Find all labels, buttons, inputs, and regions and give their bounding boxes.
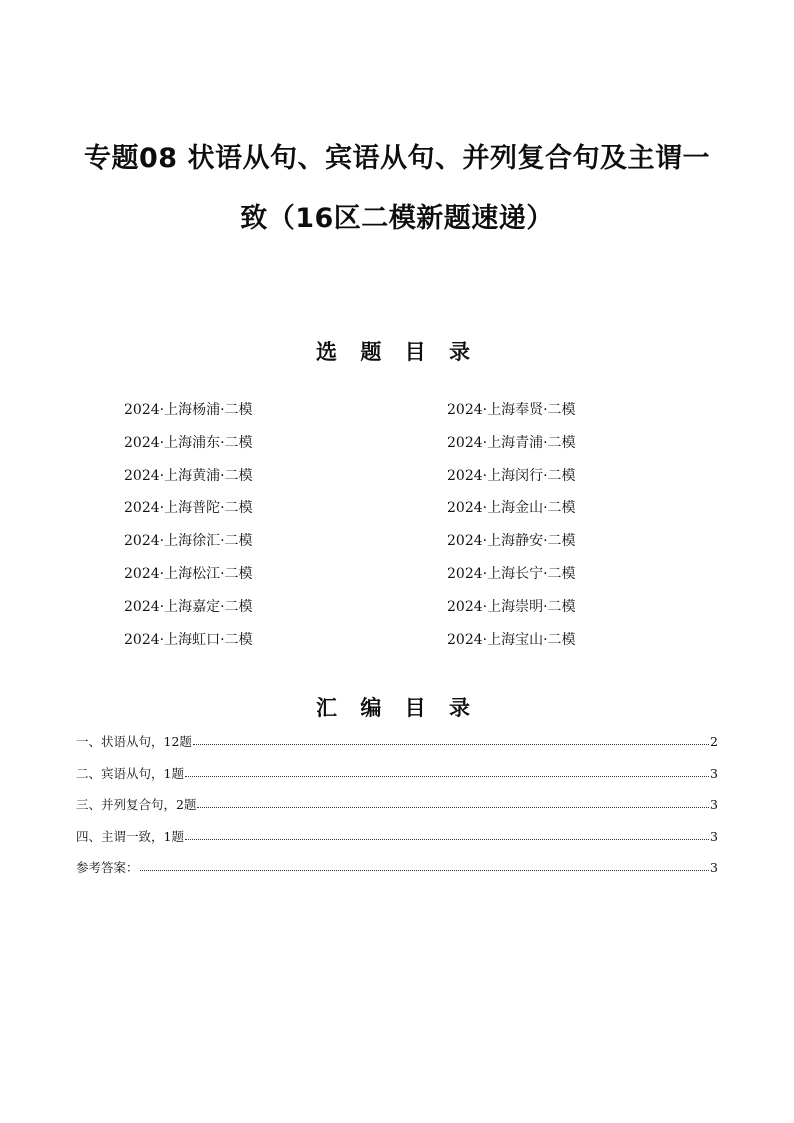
toc-entry-label: 四、主谓一致，1题 <box>76 828 184 844</box>
toc-page-number: 3 <box>710 860 718 875</box>
table-of-contents <box>76 731 718 889</box>
region-item[interactable]: 2024·上海浦东·二模 <box>124 434 253 451</box>
toc-page-number: 3 <box>710 765 718 781</box>
toc-entry[interactable] <box>76 731 718 763</box>
region-column-right <box>447 398 576 660</box>
toc-entry-label: 一、状语从句，12题 <box>76 734 192 749</box>
toc-entry[interactable] <box>76 826 718 858</box>
toc-page-number: 3 <box>710 797 718 812</box>
toc-entry-label: 三、并列复合句，2题 <box>76 797 197 812</box>
region-item[interactable]: 2024·上海长宁·二模 <box>447 565 576 582</box>
region-item[interactable]: 2024·上海宝山·二模 <box>447 631 576 648</box>
toc-entry[interactable] <box>76 763 718 795</box>
region-item[interactable]: 2024·上海闵行·二模 <box>447 467 576 484</box>
toc-dot-leader <box>197 793 709 808</box>
region-item[interactable]: 2024·上海虹口·二模 <box>124 631 253 648</box>
region-item[interactable]: 2024·上海徐汇·二模 <box>124 533 253 550</box>
region-item[interactable]: 2024·上海普陀·二模 <box>124 500 253 517</box>
region-column-left <box>124 398 253 660</box>
document-title-line-2: 致（16区二模新题速递） <box>240 203 554 234</box>
region-item[interactable]: 2024·上海松江·二模 <box>124 565 253 582</box>
toc-page-number: 2 <box>710 734 718 749</box>
toc-entry[interactable] <box>76 857 718 889</box>
region-item[interactable]: 2024·上海静安·二模 <box>447 533 576 550</box>
toc-dot-leader <box>140 856 710 871</box>
region-item[interactable]: 2024·上海黄浦·二模 <box>124 467 253 484</box>
region-item[interactable]: 2024·上海杨浦·二模 <box>124 402 253 418</box>
toc-page-number: 3 <box>710 828 718 844</box>
region-item[interactable]: 2024·上海嘉定·二模 <box>124 598 253 615</box>
toc-dot-leader <box>185 825 709 840</box>
document-title-line-1: 专题08 状语从句、宾语从句、并列复合句及主谓一 <box>84 143 710 174</box>
compilation-contents-heading: 汇 编 目 录 <box>316 696 478 720</box>
region-item[interactable]: 2024·上海青浦·二模 <box>447 434 576 451</box>
toc-entry[interactable] <box>76 794 718 826</box>
toc-dot-leader <box>185 762 709 777</box>
toc-entry-label: 参考答案： <box>76 860 139 875</box>
region-item[interactable]: 2024·上海崇明·二模 <box>447 598 576 615</box>
region-item[interactable]: 2024·上海奉贤·二模 <box>447 402 576 418</box>
toc-entry-label: 二、宾语从句，1题 <box>76 765 184 781</box>
selection-contents-heading: 选 题 目 录 <box>316 340 478 364</box>
toc-dot-leader <box>193 730 709 745</box>
region-item[interactable]: 2024·上海金山·二模 <box>447 500 576 517</box>
